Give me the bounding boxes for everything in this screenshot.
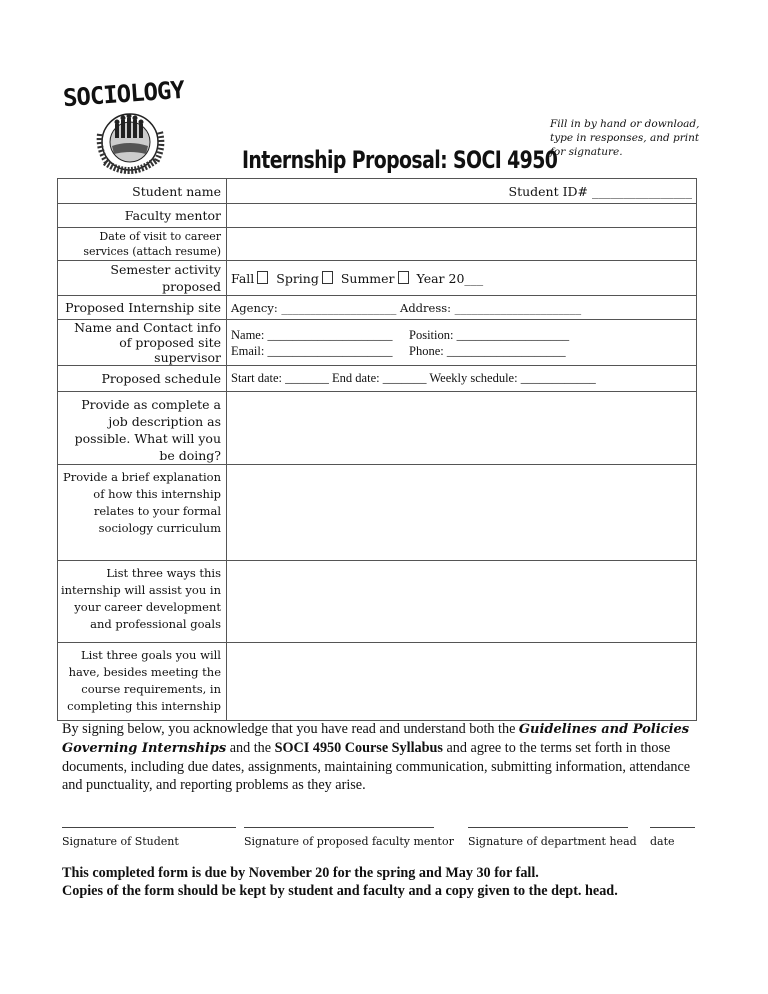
schedule-field [227,366,697,392]
faculty-signature-line[interactable] [244,827,434,828]
job-description-field[interactable] [227,392,697,465]
proposal-form-table [57,178,697,721]
ack-text-1: By signing below, you acknowledge that you have read and understand both the [62,721,519,737]
year-field[interactable]: Year 20___ [416,270,484,286]
due-notice [62,864,618,900]
spring-checkbox[interactable] [322,271,333,284]
page-title: Internship Proposal: SOCI 4950 [242,146,558,174]
date-visit-field[interactable] [227,228,697,261]
due-line-2: Copies of the form should be kept by student and faculty and a copy given to the dept. head. [62,883,618,899]
row-student [58,179,697,204]
faculty-mentor-label: Faculty mentor [58,204,227,228]
supervisor-position-field[interactable]: Position: __________________ [409,327,570,342]
dept-signature-line[interactable] [468,827,628,828]
date-label: date [650,835,675,848]
supervisor-email-field[interactable]: Email: ____________________ [231,343,393,358]
student-signature-label: Signature of Student [62,835,179,848]
semester-label: Semester activity proposed [58,261,227,296]
sociology-logo [60,72,190,182]
goals-field[interactable] [227,643,697,721]
instructions-note: Fill in by hand or download, type in responses, and print for signature. [550,118,700,158]
address-field[interactable]: Address: ______________________ [400,300,582,315]
fall-checkbox[interactable] [257,271,268,284]
row-schedule [58,366,697,392]
site-label: Proposed Internship site [58,296,227,320]
schedule-label: Proposed schedule [58,366,227,392]
student-name-field[interactable] [227,179,697,204]
career-development-field[interactable] [227,561,697,643]
goals-label: List three goals you will have, besides meeting the course requirements, in completing this internship [58,643,227,721]
row-site [58,296,697,320]
row-faculty-mentor [58,204,697,228]
student-signature-line[interactable] [62,827,236,828]
supervisor-phone-field[interactable]: Phone: ___________________ [409,343,566,358]
date-line[interactable] [650,827,695,828]
date-visit-label: Date of visit to career services (attach resume) [58,228,227,261]
curriculum-relation-field[interactable] [227,465,697,561]
semester-field [227,261,697,296]
row-contact [58,320,697,366]
job-description-label: Provide as complete a job description as possible. What will you be doing? [58,392,227,465]
contact-label: Name and Contact info of proposed site supervisor [58,320,227,366]
row-date-visit [58,228,697,261]
row-semester [58,261,697,296]
weekly-schedule-field[interactable]: Weekly schedule: ____________ [429,371,596,385]
ack-text-3: and agree to the terms set forth in those documents, including due dates, assignments, maintaining communication, submitting information, attendance and punctuality, and reporting problems as they arise. [62,740,691,793]
summer-label: Summer [340,270,395,286]
guidelines-title: Guidelines and Policies Governing Internships [62,722,690,756]
site-field [227,296,697,320]
acknowledgement-paragraph [62,720,712,794]
syllabus-title: SOCI 4950 Course Syllabus [274,740,443,756]
student-id-label: Student ID# ________________ [508,183,692,199]
row-curriculum-relation [58,465,697,561]
contact-field [227,320,697,366]
row-goals [58,643,697,721]
summer-checkbox[interactable] [398,271,409,284]
dept-signature-label: Signature of department head [468,835,637,848]
faculty-signature-label: Signature of proposed faculty mentor [244,835,454,848]
career-development-label: List three ways this internship will assist you in your career development and professional goals [58,561,227,643]
curriculum-relation-label: Provide a brief explanation of how this internship relates to your formal sociology curriculum [58,465,227,561]
ack-text-2: and the [226,740,275,756]
fall-label: Fall [231,270,255,286]
row-career-development [58,561,697,643]
faculty-mentor-field[interactable] [227,204,697,228]
end-date-field[interactable]: End date: _______ [332,371,427,385]
row-job-description [58,392,697,465]
start-date-field[interactable]: Start date: _______ [231,371,329,385]
student-name-label: Student name [58,179,227,204]
supervisor-name-field[interactable]: Name: ____________________ [231,327,393,342]
due-line-1: This completed form is due by November 20 for the spring and May 30 for fall. [62,865,539,881]
agency-field[interactable]: Agency: ____________________ [231,300,397,315]
logo-word: SOCIOLOGY [62,75,185,113]
spring-label: Spring [276,270,319,286]
